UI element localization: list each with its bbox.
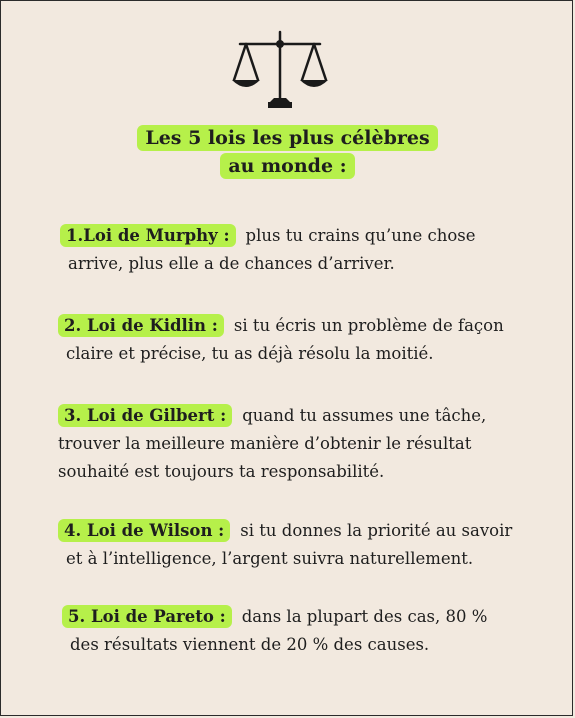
page-title bbox=[0, 124, 575, 180]
law-text-line-2: claire et précise, tu as déjà résolu la moitié. bbox=[66, 344, 434, 363]
balance-scale-icon bbox=[228, 28, 332, 110]
law-text-line-1: plus tu crains qu’une chose bbox=[245, 226, 476, 245]
law-text-line-2: et à l’intelligence, l’argent suivra naturellement. bbox=[66, 549, 474, 568]
law-text-line-2: des résultats viennent de 20 % des causes. bbox=[70, 635, 430, 654]
law-wilson bbox=[58, 517, 512, 573]
law-gilbert bbox=[58, 402, 486, 486]
law-text-line-2: trouver la meilleure manière d’obtenir le résultat bbox=[58, 434, 472, 453]
law-kidlin bbox=[58, 312, 504, 368]
law-text-line-1: si tu donnes la priorité au savoir bbox=[240, 521, 513, 540]
title-line-2: au monde : bbox=[220, 153, 354, 179]
law-label: 4. Loi de Wilson : bbox=[58, 519, 230, 542]
law-text-line-1: quand tu assumes une tâche, bbox=[242, 406, 487, 425]
law-label: 3. Loi de Gilbert : bbox=[58, 404, 232, 427]
law-label: 1.Loi de Murphy : bbox=[60, 224, 236, 247]
title-line-1: Les 5 lois les plus célèbres bbox=[137, 125, 437, 151]
law-pareto bbox=[62, 603, 487, 659]
law-text-line-1: dans la plupart des cas, 80 % bbox=[241, 607, 488, 626]
law-text-line-2: arrive, plus elle a de chances d’arriver. bbox=[68, 254, 395, 273]
law-label: 2. Loi de Kidlin : bbox=[58, 314, 224, 337]
law-text-line-3: souhaité est toujours ta responsabilité. bbox=[58, 462, 385, 481]
law-text-line-1: si tu écris un problème de façon bbox=[233, 316, 504, 335]
law-label: 5. Loi de Pareto : bbox=[62, 605, 232, 628]
law-murphy bbox=[60, 222, 476, 278]
